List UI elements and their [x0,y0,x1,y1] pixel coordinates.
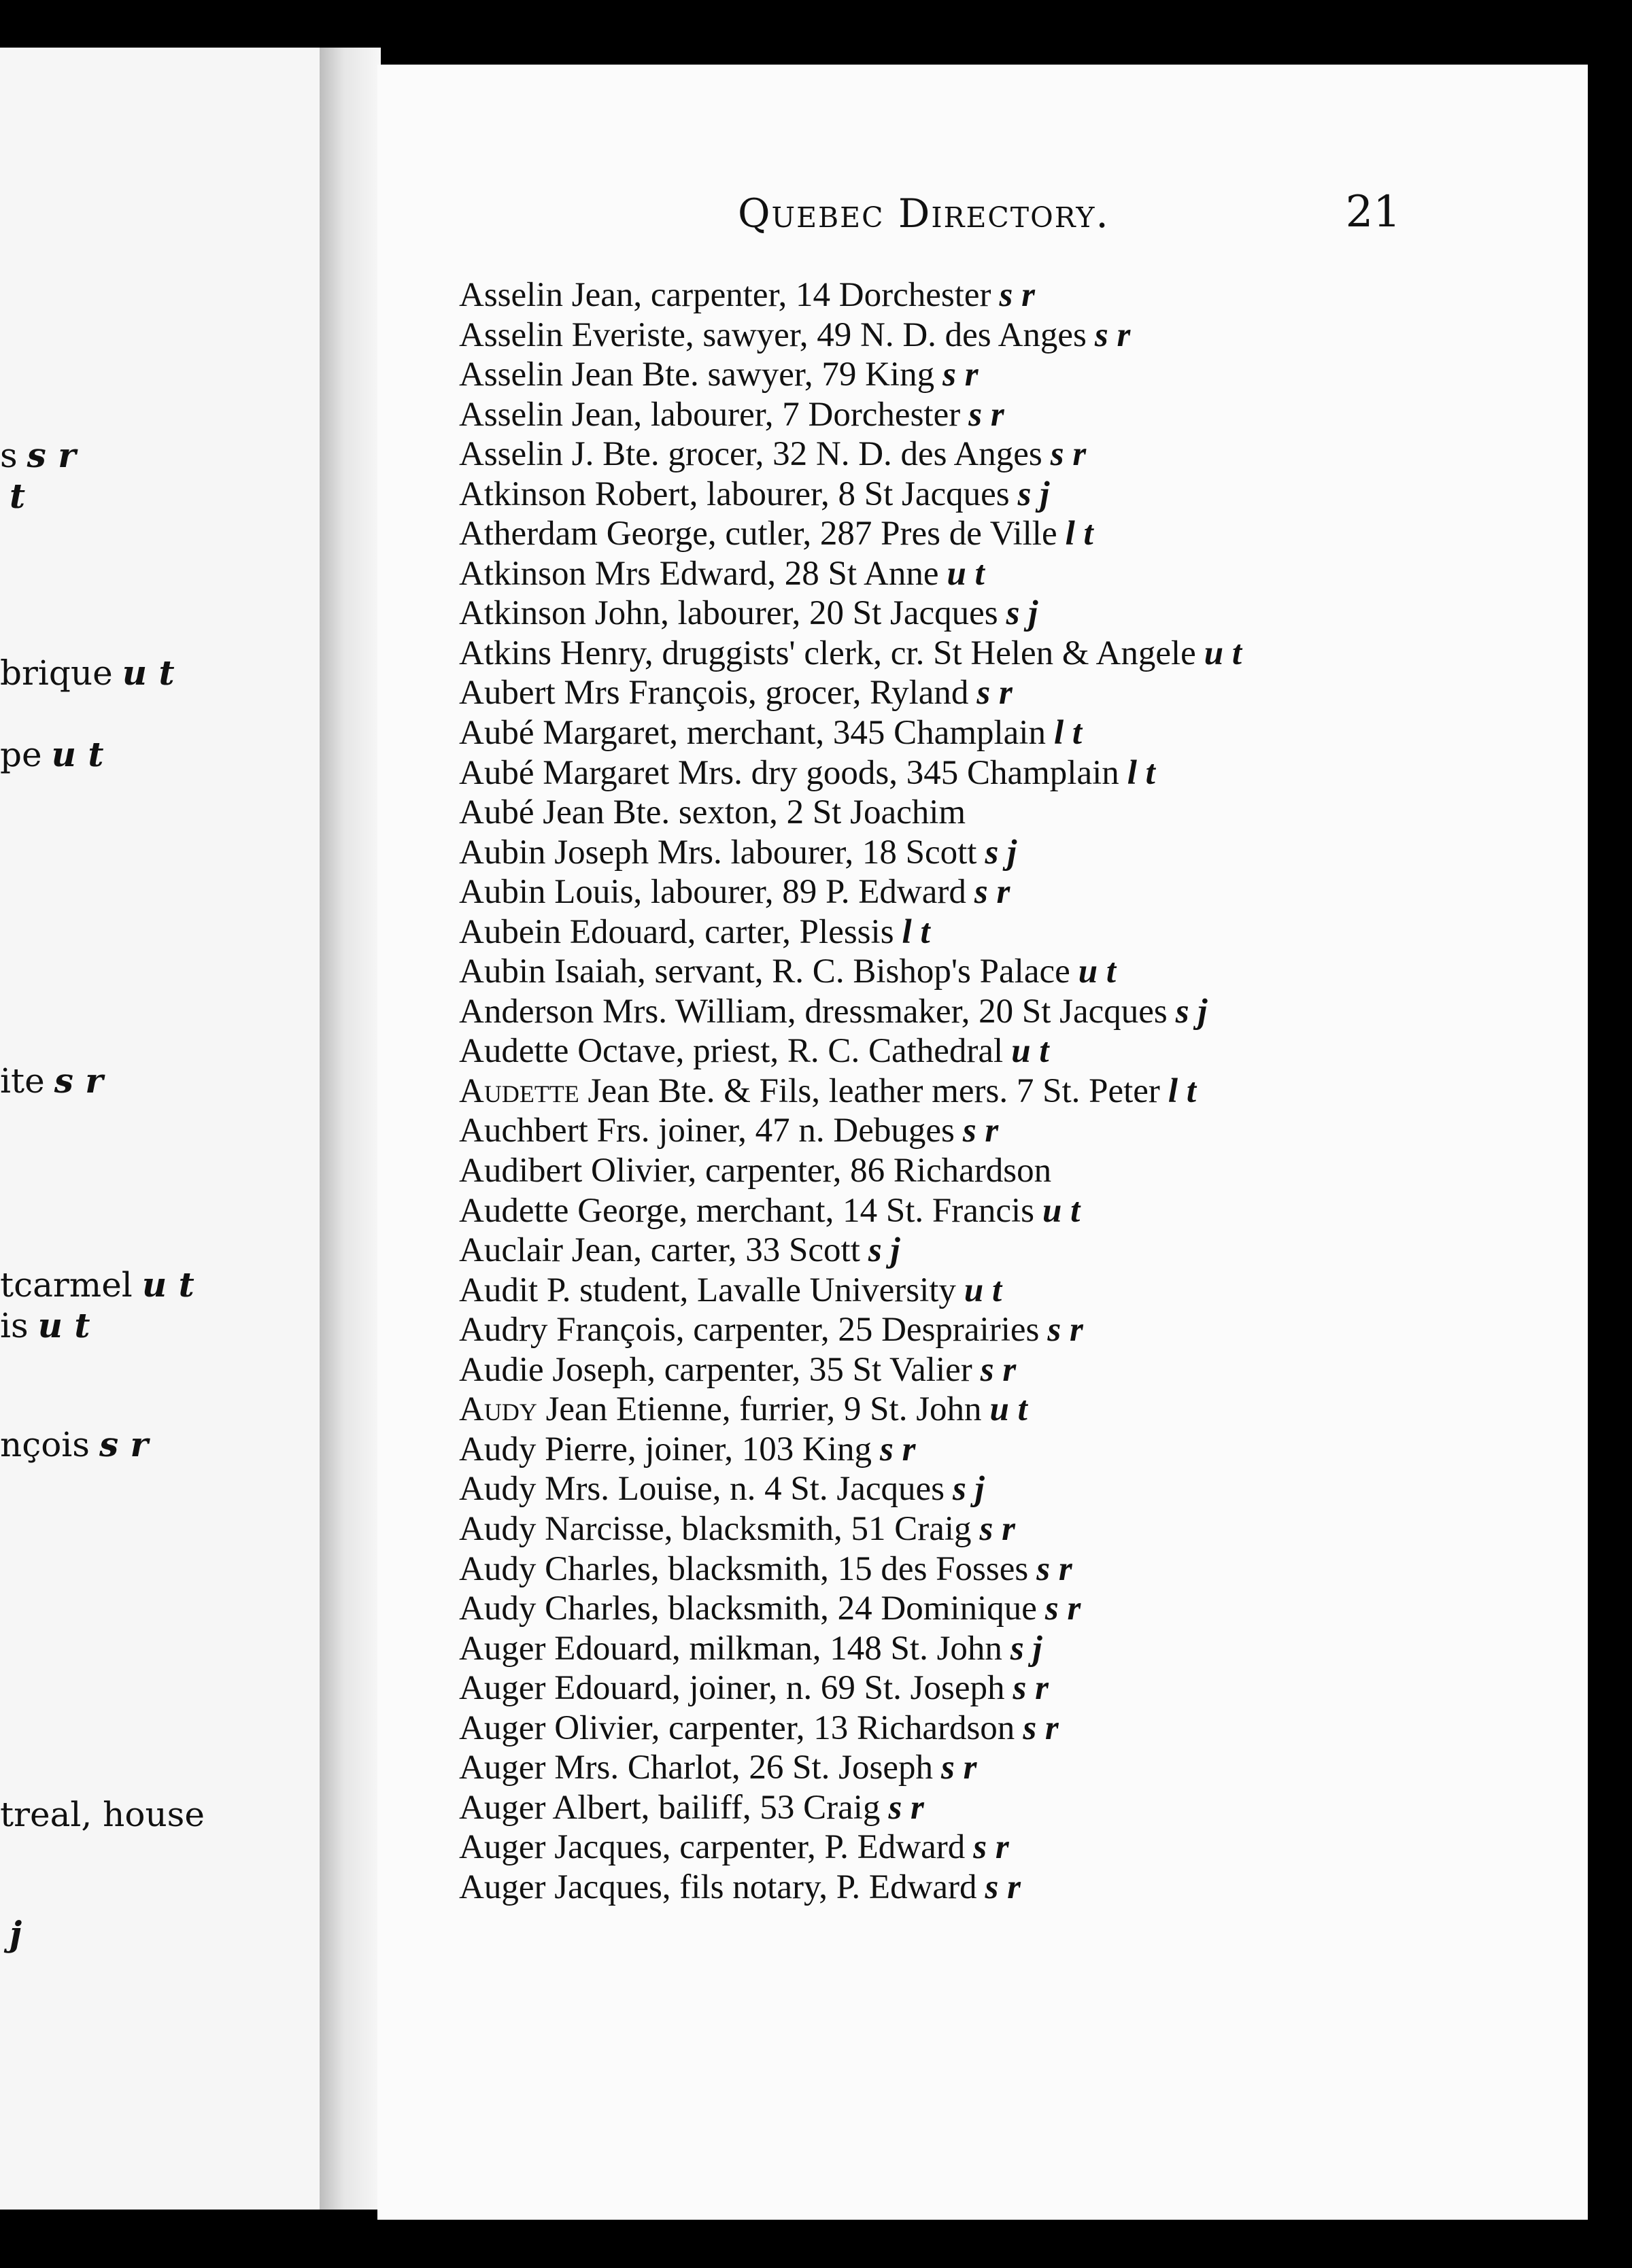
directory-entry [459,713,1561,753]
entry-surname: Audy [459,1470,537,1509]
entry-ward: s r [940,1749,977,1787]
entry-ward: s r [880,1430,916,1468]
entry-surname: Audette [459,1071,579,1110]
entry-details: Robert, labourer, 8 St Jacques [586,475,1010,513]
entry-ward: s r [974,873,1010,912]
entry-ward: s r [962,1112,999,1150]
directory-entry [459,1271,1561,1311]
directory-entry [459,1788,1561,1828]
left-page-ward: s r [99,1424,148,1464]
directory-entry [459,355,1561,395]
entry-details: Jean, carter, 33 Scott [562,1231,860,1270]
left-page-line [0,1061,103,1101]
directory-entry [459,1748,1561,1788]
directory-entry [459,594,1561,634]
entry-surname: Aubé [459,793,534,832]
entry-ward: s r [1047,1311,1083,1350]
entry-ward: s j [1017,475,1050,513]
left-page-line [0,1795,205,1834]
entry-details: Jean Bte. sexton, 2 St Joachim [534,793,966,832]
entry-ward: u t [1042,1191,1081,1230]
left-page-ward: u t [37,1305,90,1345]
left-page-text: nçois [0,1425,90,1464]
left-page-text: tcarmel [0,1265,133,1305]
entry-details: Octave, priest, R. C. Cathedral [568,1032,1004,1071]
left-page-ward: u t [141,1265,194,1305]
directory-entry [459,475,1561,515]
entry-surname: Aubin [459,833,546,872]
directory-entry [459,1827,1561,1868]
entry-ward: u t [964,1271,1002,1309]
entry-surname: Asselin [459,356,563,394]
entry-ward: u t [947,554,985,593]
entry-ward: s r [968,395,1004,434]
directory-entries [459,275,1561,1907]
entry-details: Pierre, joiner, 103 King [536,1430,872,1468]
left-page-line [0,734,103,774]
entry-surname: Audy [459,1549,537,1588]
entry-surname: Auger [459,1828,546,1867]
entry-surname: Audy [459,1430,537,1468]
entry-details: Jean, carpenter, 14 Dorchester [563,276,991,314]
entry-surname: Audy [459,1590,537,1628]
entry-details: Henry, druggists' clerk, cr. St Helen & Angele [551,634,1196,672]
entry-details: Edouard, milkman, 148 St. John [545,1629,1002,1668]
entry-surname: Audit [459,1271,539,1309]
entry-ward: s j [985,833,1017,872]
entry-ward: s j [1010,1629,1042,1668]
entry-details: Jean, labourer, 7 Dorchester [563,395,961,434]
entry-details: George, merchant, 14 St. Francis [568,1191,1035,1230]
left-page-text: s [0,436,18,475]
entry-surname: Atkinson [459,554,587,593]
left-page-ward: s r [27,435,76,475]
left-page-ward: t [10,476,26,516]
entry-details: Margaret, merchant, 345 Champlain [534,714,1046,753]
entry-ward: u t [989,1390,1027,1429]
entry-details: Joseph, carpenter, 35 St Valier [543,1350,972,1389]
entry-details: Jean Bte. & Fils, leather mers. 7 St. Peter [579,1071,1160,1110]
entry-details: Mrs. Charlot, 26 St. Joseph [545,1749,933,1787]
left-page-text: ite [0,1061,45,1101]
directory-entry [459,554,1561,594]
entry-details: Louis, labourer, 89 P. Edward [545,873,966,912]
entry-surname: Audy [459,1509,537,1548]
left-page-line [0,1914,22,1954]
directory-entry [459,1350,1561,1390]
entry-details: Frs. joiner, 47 n. Debuges [588,1112,955,1150]
entry-surname: Asselin [459,435,563,474]
entry-ward: s j [952,1470,985,1509]
left-page-line [0,435,76,475]
directory-entry [459,1430,1561,1470]
directory-entry [459,753,1561,793]
entry-ward: s r [1050,435,1087,474]
directory-entry [459,673,1561,713]
entry-surname: Asselin [459,395,563,434]
entry-details: Mrs Edward, 28 St Anne [586,554,939,593]
entry-details: George, cutler, 287 Pres de Ville [597,515,1057,553]
entry-ward: u t [1204,634,1242,672]
directory-entry [459,1071,1561,1112]
directory-entry [459,1151,1561,1191]
left-page-line [0,476,25,516]
directory-entry [459,1390,1561,1430]
entry-ward: u t [1011,1032,1049,1071]
entry-ward: s r [985,1868,1021,1906]
entry-surname: Atherdam [459,515,598,553]
entry-details: Everiste, sawyer, 49 N. D. des Anges [563,315,1087,354]
left-page-text: is [0,1306,29,1345]
entry-details: Jean Bte. sawyer, 79 King [563,356,935,394]
entry-surname: Auger [459,1708,546,1747]
directory-entry [459,1031,1561,1071]
entry-surname: Auger [459,1669,546,1708]
entry-ward: s r [1023,1708,1059,1747]
directory-entry [459,1231,1561,1271]
entry-ward: s r [888,1788,924,1827]
entry-surname: Atkinson [459,475,587,513]
entry-details: Jacques, fils notary, P. Edward [545,1868,977,1906]
entry-ward: l t [902,912,930,951]
page-gutter [320,48,381,2210]
directory-entry [459,1111,1561,1151]
directory-entry [459,1868,1561,1908]
entry-details: Edouard, joiner, n. 69 St. Joseph [545,1669,1005,1708]
entry-surname: Auchbert [459,1112,588,1150]
directory-entry [459,1191,1561,1231]
directory-entry [459,793,1561,833]
left-page-ward: u t [122,653,175,693]
entry-surname: Audry [459,1311,548,1350]
entry-surname: Aubin [459,873,546,912]
entry-details: P. student, Lavalle University [538,1271,956,1309]
entry-surname: Audie [459,1350,544,1389]
directory-entry [459,1509,1561,1549]
directory-entry [459,1629,1561,1669]
directory-entry [459,434,1561,475]
entry-surname: Aubert [459,674,556,712]
entry-surname: Audibert [459,1152,583,1190]
entry-details: Jean Etienne, furrier, 9 St. John [537,1390,982,1429]
entry-surname: Audette [459,1191,569,1230]
directory-entry [459,1310,1561,1350]
entry-ward: s r [979,1509,1015,1548]
entry-surname: Auger [459,1749,546,1787]
left-page-text: pe [0,735,42,774]
entry-details: Olivier, carpenter, 86 Richardson [582,1152,1052,1190]
directory-entry [459,952,1561,992]
entry-ward: s r [942,356,979,394]
entry-details: Jacques, carpenter, P. Edward [545,1828,966,1867]
entry-details: Mrs. Louise, n. 4 St. Jacques [536,1470,945,1509]
entry-ward: s j [1006,594,1038,633]
entry-surname: Aubin [459,952,546,991]
entry-ward: s r [999,276,1035,314]
directory-entry [459,275,1561,315]
entry-surname: Asselin [459,315,563,354]
entry-details: Charles, blacksmith, 15 des Fosses [536,1549,1029,1588]
entry-ward: l t [1168,1071,1196,1110]
entry-details: Charles, blacksmith, 24 Dominique [536,1590,1037,1628]
entry-details: Isaiah, servant, R. C. Bishop's Palace [545,952,1070,991]
entry-surname: Auger [459,1788,546,1827]
entry-surname: Anderson [459,992,594,1031]
entry-ward: u t [1078,952,1117,991]
entry-ward: s r [980,1350,1017,1389]
directory-entry [459,872,1561,912]
directory-entry [459,315,1561,356]
entry-ward: s r [1044,1590,1081,1628]
directory-entry [459,1668,1561,1708]
directory-entry [459,1549,1561,1590]
entry-ward: l t [1053,714,1083,753]
directory-entry [459,992,1561,1032]
left-page-text: brique [0,653,113,693]
entry-surname: Auclair [459,1231,563,1270]
entry-details: Edouard, carter, Plessis [561,912,894,951]
entry-details: Narcisse, blacksmith, 51 Craig [536,1509,972,1548]
left-page-line [0,1265,194,1305]
entry-surname: Aubé [459,753,534,792]
entry-ward: s r [1013,1669,1049,1708]
directory-entry [459,634,1561,674]
entry-surname: Auger [459,1868,546,1906]
entry-surname: Aubein [459,912,562,951]
left-page-line [0,653,175,693]
entry-details: François, carpenter, 25 Desprairies [547,1311,1040,1350]
running-head: Quebec Directory. [738,190,1110,237]
directory-entry [459,1589,1561,1629]
left-page-line [0,1424,148,1464]
entry-surname: Atkinson [459,594,587,633]
directory-entry [459,912,1561,952]
left-page-ward: u t [51,734,104,774]
entry-surname: Audy [459,1390,537,1429]
entry-ward: l t [1065,515,1093,553]
entry-surname: Asselin [459,276,563,314]
entry-details: Mrs. William, dressmaker, 20 St Jacques [594,992,1168,1031]
directory-page [377,65,1588,2220]
left-page-ward: s r [54,1061,103,1101]
page-number: 21 [1345,187,1401,237]
entry-ward: l t [1127,753,1155,792]
entry-ward: s r [973,1828,1009,1867]
entry-surname: Audette [459,1032,569,1071]
entry-details: Margaret Mrs. dry goods, 345 Champlain [534,753,1119,792]
entry-details: Joseph Mrs. labourer, 18 Scott [545,833,977,872]
entry-details: Olivier, carpenter, 13 Richardson [545,1708,1015,1747]
entry-ward: s r [1036,1549,1072,1588]
left-page-text: treal, house [0,1795,205,1834]
directory-entry [459,514,1561,554]
entry-ward: s j [1175,992,1208,1031]
directory-entry [459,1708,1561,1749]
entry-details: Mrs François, grocer, Ryland [555,674,969,712]
previous-page-edge [0,48,321,2210]
entry-ward: s r [1094,315,1131,354]
directory-entry [459,833,1561,873]
entry-surname: Atkins [459,634,552,672]
left-page-line [0,1305,90,1345]
entry-surname: Auger [459,1629,546,1668]
entry-details: John, labourer, 20 St Jacques [586,594,998,633]
entry-details: Albert, bailiff, 53 Craig [545,1788,881,1827]
entry-ward: s j [868,1231,900,1270]
entry-surname: Aubé [459,714,534,753]
directory-entry [459,1469,1561,1509]
entry-details: J. Bte. grocer, 32 N. D. des Anges [563,435,1042,474]
left-page-ward: j [10,1914,22,1954]
entry-ward: s r [976,674,1013,712]
directory-entry [459,395,1561,435]
